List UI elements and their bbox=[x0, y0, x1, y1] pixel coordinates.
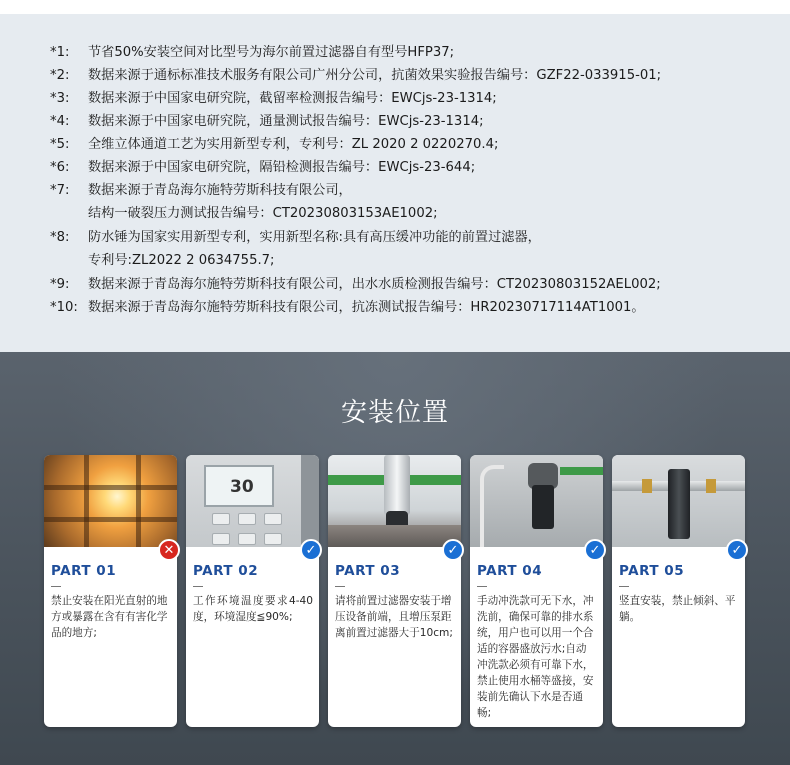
part-description: 竖直安装，禁止倾斜、平躺。 bbox=[619, 595, 736, 623]
install-card-part-01 bbox=[44, 455, 177, 727]
footnote-marker: *9: bbox=[50, 277, 70, 292]
footnote-marker: *5: bbox=[50, 137, 70, 152]
footnote-text: 防水锤为国家实用新型专利，实用新型名称:具有高压缓冲功能的前置过滤器， bbox=[88, 230, 541, 245]
footnote-text: 数据来源于青岛海尔施特劳斯科技有限公司，出水水质检测报告编号：CT20230803152AEL002; bbox=[88, 277, 661, 292]
install-card-part-03 bbox=[328, 455, 461, 727]
part-label: PART 01 bbox=[51, 563, 117, 579]
footnote-text: 数据来源于中国家电研究院，通量测试报告编号：EWCjs-23-1314; bbox=[88, 114, 484, 129]
install-card-part-05 bbox=[612, 455, 745, 727]
footnote-marker: *6: bbox=[50, 160, 70, 175]
divider bbox=[335, 586, 345, 587]
footnote-marker: *10: bbox=[50, 300, 78, 315]
filter-pipe-image bbox=[328, 455, 461, 547]
footnote-marker: *1: bbox=[50, 45, 70, 60]
install-card-part-04 bbox=[470, 455, 603, 727]
divider bbox=[619, 586, 629, 587]
part-label: PART 04 bbox=[477, 563, 543, 579]
footnote-marker: *4: bbox=[50, 114, 70, 129]
check-icon: ✓ bbox=[584, 539, 606, 561]
footnote-marker: *3: bbox=[50, 91, 70, 106]
footnote-text-continued: 专利号:ZL2022 2 0634755.7; bbox=[88, 253, 275, 268]
check-icon: ✓ bbox=[300, 539, 322, 561]
drain-pipe-image bbox=[470, 455, 603, 547]
footnote-text: 数据来源于青岛海尔施特劳斯科技有限公司， bbox=[88, 183, 352, 198]
divider bbox=[51, 586, 61, 587]
section-title: 安装位置 bbox=[340, 398, 449, 428]
check-icon: ✓ bbox=[442, 539, 464, 561]
part-label: PART 02 bbox=[193, 563, 259, 579]
part-description: 禁止安装在阳光直射的地方或暴露在含有有害化学品的地方; bbox=[51, 595, 168, 639]
vertical-filter-image bbox=[612, 455, 745, 547]
part-description: 手动冲洗款可无下水，冲洗前，确保可靠的排水系统，用户也可以用一个合适的容器盛放污水;自动冲洗款必须有可靠下水，禁止使用水桶等盛接，安装前先确认下水是否通畅; bbox=[477, 595, 594, 719]
footnote-text: 数据来源于中国家电研究院，隔铅检测报告编号：EWCjs-23-644; bbox=[88, 160, 476, 175]
divider bbox=[193, 586, 203, 587]
part-label: PART 03 bbox=[335, 563, 401, 579]
thermostat-screen bbox=[204, 465, 274, 507]
footnote-text-continued: 结构一破裂压力测试报告编号：CT20230803153AE1002; bbox=[88, 206, 438, 221]
part-description: 请将前置过滤器安装于增压设备前端，且增压泵距离前置过滤器大于10cm; bbox=[335, 595, 453, 639]
footnote-marker: *8: bbox=[50, 230, 70, 245]
prohibited-x-icon: ✕ bbox=[158, 539, 180, 561]
install-position-section bbox=[0, 352, 790, 765]
sunlight-window-image bbox=[44, 455, 177, 547]
footnote-text: 数据来源于通标标准技术服务有限公司广州分公司，抗菌效果实验报告编号：GZF22-033915-01; bbox=[88, 68, 662, 83]
footnote-marker: *7: bbox=[50, 183, 70, 198]
footnote-text: 全维立体通道工艺为实用新型专利，专利号：ZL 2020 2 0220270.4; bbox=[88, 137, 499, 152]
footnote-text: 数据来源于青岛海尔施特劳斯科技有限公司，抗冻测试报告编号：HR20230717114AT1001。 bbox=[88, 300, 645, 315]
thermostat-panel-image bbox=[186, 455, 319, 547]
part-description: 工作环境温度要求4-40度，环境湿度≦90%; bbox=[193, 595, 313, 623]
check-icon: ✓ bbox=[726, 539, 748, 561]
footnote-marker: *2: bbox=[50, 68, 70, 83]
footnote-text: 节省50%安装空间对比型号为海尔前置过滤器自有型号HFP37; bbox=[88, 45, 455, 60]
footnote-text: 数据来源于中国家电研究院，截留率检测报告编号：EWCjs-23-1314; bbox=[88, 91, 497, 106]
divider bbox=[477, 586, 487, 587]
thermostat-reading: 30 bbox=[230, 477, 254, 497]
install-card-part-02 bbox=[186, 455, 319, 727]
footnotes-section bbox=[0, 0, 790, 352]
part-label: PART 05 bbox=[619, 563, 685, 579]
